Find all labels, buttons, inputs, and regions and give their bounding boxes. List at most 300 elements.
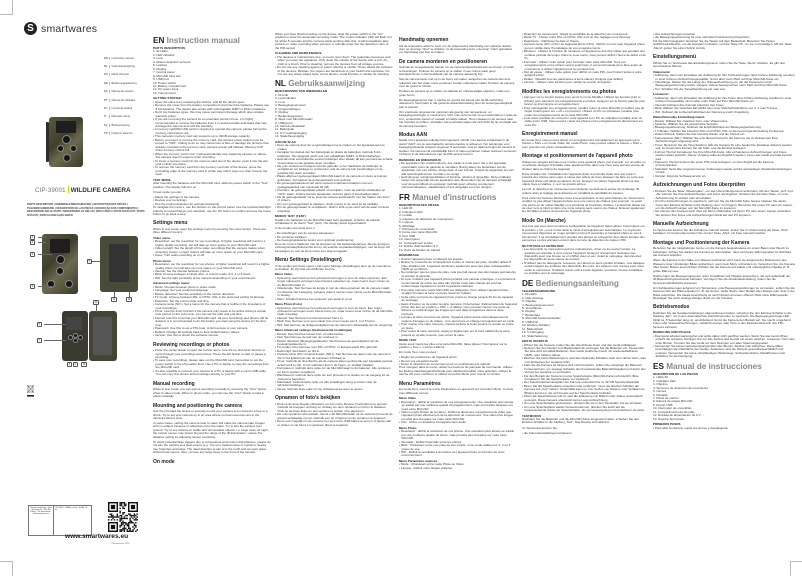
bullet-item: • ISO: Definiert die Lichtempfindlichkeit der Kamera je nach Umgebung.: [653, 111, 795, 114]
bullet-item: • Bevor Sie die Speicherkarte einsetzen oder entfernen, muss der Ein/Aus-Schalter der Kamera auf „Aus" stehen. Andernfalls kann es zum Verlust von Dateien oder Schäden an Bildern kommen, die sich bereits auf der Speicherkarte befinden.: [522, 385, 646, 395]
bullet-item: • Version: Use this to check the software version.: [153, 334, 271, 337]
parts-list-item: 13. Soporte del trípode: [653, 416, 684, 421]
parts-list-item: 3. Lens: [275, 99, 285, 104]
section-heading: Handmatig opnemen: [399, 37, 449, 43]
bullet-item: • De apparaten zijn onderhoudsvrij, dus maak ze nooit open. Als u het apparaat openmaakt, komt de garantie te vervallen. Reinig alleen de buitenkant van de apparaten met een zachte, droge doek of een borstel. Koppel de apparaten los van alle spanningsbronnen voordat u ze reinigt.: [399, 162, 517, 176]
bullet-item: • Resolution: set the resolution for you recordings. A higher resolution will result in a higher quality recording, but will take up more space on your MicroSD card.: [153, 240, 271, 247]
parts-list-item: 13. Statiefbevestiging: [275, 134, 305, 139]
language-code: DE: [522, 278, 534, 288]
bullet-item: • If you are not using the camera for an extended period of time, it is highly recommended to remove the batteries from it to avoid possible acid leaks that may damage the camera and void the warranty.: [153, 118, 271, 128]
paragraph: Probeer de camera op te stellen op stabiele en onbeweeglijke objecten, zoals een grote boom.: [399, 89, 510, 97]
paragraph: Um Fehlauslösungen aufgrund von Temperatur- oder Bewegungsstörungen zu vermeiden, sollten Sie die Kamera nicht auf Wärmequellen (z. B. die Sonne, heiße Steine oder Metall) oder Zweige oder Äste in der Nähe ausrichten. Die ideale Ausrichtung ist nach Norden an einem offenen Platz ohne Wärmequelle. Beseitigen Sie auch etwaige Zweige direkt vor der Kamera.: [653, 285, 795, 300]
bullet-item: • De geheugenkaartsleuf van deze camera ondersteunt kaarten met een opslagcapaciteit van maximaal 32 GB.: [275, 182, 393, 189]
bullet-item: • Do not use any cleaning agents or petrol, alcohol or similar. These attack the surfaces of the devices. Besides, the vapors are hazardous to your health and explosive. Do not use any sharp edged tools, screw drivers, metal brushes or similar for cleaning.: [275, 66, 393, 76]
camera-front-diagram: [42, 234, 78, 294]
language-code: NL: [275, 79, 286, 89]
bullet-item: • Date/heure : Définissez la date et l'heure.: [522, 40, 646, 43]
bullet-item: • Multi: Choose between a single shot, or a burst mode of 3, 4 or 5 shots.: [153, 273, 271, 276]
section-heading: Modus AAN: [399, 131, 428, 138]
language-label: Bruksanvisning: [111, 123, 130, 127]
parts-list-item: 3. Lens: [153, 56, 163, 61]
bullet-item: • Verwenden Sie keine Carbonreinigungsmittel oder Benzin, Alkohol oder ähnliches. Diese Mittel beschädigen die Oberfläche der Geräte. Außerdem sind die Dämpfe gesundheitsschädlich und explosiv. Verwenden Sie keine scharfkantigen Werkzeuge, Schraubendreher, Metallbürsten oder ähnliches für die Reinigung.: [653, 345, 795, 359]
callout-5: 5: [88, 260, 90, 263]
column-fr-de: [522, 33, 646, 568]
bullet-item: • Interval: Stel hiermee het interval tussen foto's in.: [275, 317, 393, 320]
weee-bin-icon: [27, 384, 34, 397]
parts-list-item: 11. Compartimento de las pilas: [653, 409, 695, 414]
bullet-item: • Formater : Utilisez cette option pour formater votre carte MicroSD. Tous vos enregistrements et les photos seront supprimés. Il est recommandé de le faire avant de commencer à utiliser l'appareil pour la première fois.: [522, 61, 646, 71]
callout-8: 8: [68, 363, 70, 366]
bullet-item: • Modus: Wählen Sie zwischen Foto- oder Videomodus.: [653, 120, 795, 123]
bullet-item: • De bewegingsdetectie testen voor optimale positionering: [275, 239, 393, 242]
language-list: [104, 54, 137, 138]
bullet-item: • Multi : Choisissez entre une prise de vue simple, ou le mode rafale pour 3, 4 ou 5 prises de vue.: [399, 444, 517, 451]
bullet-item: • Datum/tijd: Stel datum en tijd in.: [275, 350, 393, 353]
paragraph: Nadat u het apparaat volledig hebt ingesteld, schuift u de aan/uit-schakelaar in de stand "AAN" om de automatische opnamemodus te activeren. Het led-lampje voor bewegingsdetectie knippert ongeveer 5 seconden rood en daarna begint de camera te werken. De camera zal onmiddellijk foto's of video-opnamen maken wanneer personen of dieren in de detectiezone van de PIR-sensor komen.: [399, 138, 517, 157]
parts-list-item: 7. Panneau de commande: [399, 227, 435, 231]
brand-logo: [24, 22, 97, 35]
parts-list-item: 11. Compartiment à piles: [399, 240, 433, 245]
paragraph: Für die Menünavigation benutzen Sie die Tasten auf dem Bedienfeld. Benutzen Sie Tasten Auf/Ab/Links/Rechts, um die Auswahl zu ändern, und die Taste OK, um sie zu bestätigen. Mit der Taste „Menü" gehen Sie einen Schritt zurück.: [653, 38, 792, 50]
bullet-item: • TV-Modus: Wählen Sie zwischen PAL und NTSC. PAL ist die bevorzugte Einstellung für Europa.: [653, 130, 795, 133]
subheading: MODUS TEST (TEST): [275, 214, 306, 219]
section-heading: Settings menu: [153, 220, 188, 227]
parts-list-item: 5. Loquets: [399, 220, 414, 225]
bullet-item: • Auflösung: dient zum Einstellen der Auflösung für Ihre Fotos. Eine höhere Auflösung resultiert in einer höheren Fotoqualität, nimmt aber mehr Platz auf Ihrer MicroSD-Karte ein.: [653, 97, 795, 104]
paragraph: To avoid potential false triggers due to temperature and motion disturbances, please do not aim the camera at a heat source (e.g.: the sun, heated stone or metal) or nearby tree branches and twigs. The ideal direction to aim at is the north and an open place without heat source. Also, remove any twigs close to the front of the camera.: [153, 439, 271, 455]
bullet-item: • Als u de camera een langere tijd niet gebruikt, is het raadzaam de batterijen te verwijderen om lekkage te voorkomen, wat de camera kan beschadigen en de garantie kan doen vervallen.: [275, 165, 393, 175]
parts-list-item: 7. Bedieningspaneel: [275, 113, 303, 118]
bullet-item: • Multi: Kies hiermee voor een enkele foto of een reeks van 3, 4 of 5 foto's.: [275, 320, 393, 323]
section-heading: Menu Settings (Instellingen): [275, 257, 342, 264]
bullet-item: • Timer: Use the timer function if the camera only needs to be active during a certain time period. In the sub menu, you can set the start and end time.: [153, 310, 271, 317]
bullet-item: • Format: Use this to format your MicroSD card. All your recordings and photos will be deleted. It is recommended to do this before you start using the device for the first time.: [153, 317, 271, 327]
parts-list-item: 1. IR LEDs: [153, 49, 168, 54]
language-section-title: [653, 362, 795, 371]
subheading: MODE TEST: [399, 338, 417, 343]
bullet-item: • Standaard: Gebruik deze optie om alle instellingen terug te zetten naar de fabrieksinstellingen.: [275, 381, 393, 388]
parts-list-item: 12. Entrée d'alimentation 6 V: [399, 244, 439, 249]
bullet-item: • Open de camera door de vergrendelingen los te maken en het apparaat open te maken.: [275, 144, 393, 151]
bullet-item: • To insert a memory card into the memory card slot of the device, push it into the slot until it clicks into place.: [153, 160, 271, 167]
bullet-item: • Lorsque la carte mémoire est pleine, l'appareil photo arrête automatiquement la capture d'images ou de vidéos ; il ne prend pas en charge l'enregistrement en cycle.: [399, 316, 517, 323]
bullet-item: • Ne mélangez pas les types de piles, cela pourrait causer des dommages permanents et annuler la garantie.: [399, 271, 517, 278]
camera-back-diagram: [100, 236, 138, 292]
paragraph: Use the provided the straps to securely mount your camera to for instance a tree or a shrub. Try to set your camera up in an area where no heat resources are in the camera's field of view.: [153, 409, 268, 420]
language-code: DE: [104, 82, 110, 85]
website-link[interactable]: www.smartwares.eu: [65, 533, 129, 540]
manual-title: Manual de instrucciones: [666, 361, 762, 371]
bullet-item: • TV-modus: Kies hiermee voor PAL of NTSC. In Europa wordt PAL gebruikt.: [275, 346, 393, 349]
bullet-item: • Mode : Choisissez entre mode Photo ou Vidéo.: [399, 463, 517, 466]
paragraph: Wenn die Kamera in der Nähe von Wasser positioniert wird, kann sie aufgrund der Reflexionen des Wassers unter Umständen Bilder aufnehmen, wenn kein Motiv vorhanden ist. Versuchen Sie, die Kamera über festem Boden auszurichten. Richten Sie die Kamera auf stabile und unbewegliche Objekte (z. B. große Bäume) aus.: [653, 258, 795, 273]
parts-list-item: 12. Entrada de alimentación de 6 V: [653, 413, 701, 418]
parts-list-item: 11. Batteriefach: [522, 326, 544, 331]
bullet-item: • Don't mix batteries types, this may cause permanent damage which also violates warranty policy.: [153, 111, 271, 118]
language-item-it: [104, 113, 137, 121]
bullet-item: • This camera's memory card slot supports up to 32GB storage capacity.: [153, 135, 271, 138]
logo-wordmark: smartwares: [41, 22, 98, 35]
language-section-title: [275, 79, 393, 88]
subheading: Advanced settings menu:: [153, 281, 191, 286]
bullet-item: • To remove the memory card from the memory card slot of the device, press the protruding edge of the memory card in a little way until it pops out, then remove the card.: [153, 166, 271, 176]
paragraph: When in test mode, you can start a recording manually by pressing the "shot" button when in video mode. When in photo mode, you can use the "shot" button to take a photo manually.: [153, 387, 267, 399]
subheading: DÉMARRAGE: [399, 253, 419, 258]
paragraph: En mode Test, vous pouvez lancer un enregistrement manuellement en appuyant sur le bouton « Shot » en mode Vidéo. En mode Photo, vous pouvez utiliser le bouton « Shot » pour prendre une photo manuellement.: [522, 137, 642, 149]
paragraph: Nadat u de batterijen en de MicroSD-kaart hebt geplaatst, schuift u de aan/uit-schakelaar in de stand "Test" (test). Het display wordt ingeschakeld.: [275, 217, 381, 226]
paragraph: Nachdem Sie die Batterien und die MicroSD-Karte eingesetzt haben, schieben Sie den Ein/Aus-Schalter in die Stellung „Test". Das Display wird aktiviert.: [522, 417, 640, 425]
bullet-item: • Version : Utilisez cette fonction pour vérifier la version du logiciel.: [522, 81, 646, 84]
language-item-nl: [104, 62, 137, 70]
paragraph: Als de testmodus actief is, kunt u in de videomodus handmatig een opname starten door op de knop "shot" te drukken. In de fotomodus kunt u de knop "shot" gebruiken om handmatig een foto te maken.: [399, 43, 513, 55]
parts-list-item: 2. Led-indicator: [275, 96, 297, 101]
bullet-item: • die Bewegungserkennung für eine optimale Positionierung überprüfen: [653, 36, 795, 39]
parts-list-item: 8. MicroSD card slot: [153, 73, 181, 78]
callout-7: 7: [38, 339, 40, 342]
paragraph: Une fois que vous avez terminé la configuration de l'appareil, faites glisser l'interrupteur sur la position « On » pour entrer dans le mode d'enregistrement automatique. Le voyant de mouvement clignotera en rouge pendant environ 5 secondes et l'appareil photo se met à fonctionner. Il va immédiatement prendre des photos ou enregistrer des vidéos lorsque des personnes ou des animaux entrent dans la zone de détection du capteur PIR.: [522, 224, 645, 243]
parts-list-item: 4. Bewegungssensoren: [522, 302, 554, 307]
subheading: Weiterführendes Einstellungsmenü:: [653, 115, 706, 120]
callout-12: 12: [127, 298, 131, 301]
bullet-item: • Um eine Speicherkarte einzusetzen, drücken Sie sie in den Steckplatz, bis sie einrastet.: [522, 402, 646, 405]
bullet-item: • Mot de passe : Utilisez cette option pour définir un code PIN, pour limiter l'accès à votre appareil photo.: [522, 71, 646, 78]
bullet-item: • ISO: Set the light sensitivity of the camera depending on your environment.: [153, 277, 271, 280]
parts-list-item: 4. Capteurs de détection de mouvement: [399, 216, 454, 221]
callout-3: 3: [31, 253, 33, 256]
bullet-item: • De opnamen bekijken: [275, 236, 393, 239]
bullet-item: • Timer: Gebruik de timerfunctie als de camera alleen gedurende een bepaalde periode actief hoeft te zijn. In het submenu kunt u de begin- en eindtijd instellen.: [275, 360, 393, 367]
cover-panel: [0, 0, 150, 575]
column-en: [153, 33, 271, 568]
paragraph: Pour naviguer dans le menu, utiliser les boutons du panneau de commande. Utilisez les flèches haut/bas/gauche/droite pour déplacer/modifier votre sélection, utilisez la touche OK pour confirmer et utilisez la touche Menu pour revenir en arrière.: [399, 365, 513, 377]
bullet-item: • Résolution : définit la résolution de vos photos. Une résolution plus élevée se traduit par une meilleure qualité de photo, mais prendra plus d'espace sur votre carte MicroSD.: [399, 430, 517, 440]
bullet-item: • Als u de opnamen wilt opslaan, neemt u de MicroSD-kaart uit de camera (zet eerst de aan/uit-schakelaar op uit). Gebruik een pc of laptop om de opnamen te kopiëren.: [275, 413, 393, 420]
paragraph: Nachts kann der Bewegungssensor unter Umständen auf Objekte ansprechen, die sich außerhalb der IR-Beleuchtungsreichweite befinden. Verringern Sie die Abstandseinstellung, indem Sie die Sensorempfindlichkeit anpassen.: [653, 273, 791, 285]
section-heading: On mode: [153, 458, 175, 465]
subheading: TEILEBESCHREIBUNG: [522, 288, 556, 293]
column-en-nl: [275, 33, 393, 568]
language-label: Manual de usuario: [111, 90, 134, 94]
language-item-sv: [104, 121, 137, 129]
paragraph: Door de menu's bladeren met de knoppen op het bedieningspaneel. Met de knoppen omhoog/omlaag/links/rechts kunt u uw selectie verplaatsen/wijzigen, met de knop OK bevestigen en met de knop menu een stap teruggaan.: [275, 241, 390, 253]
bullet-item: • Multi: Wählen Sie zwischen Einzelbild oder einer Mehrfachaufnahme von 3, 4 oder 5 Fotos.: [653, 107, 795, 110]
bullet-item: • die Kameraeinstellungen anpassen: [522, 432, 646, 435]
bullet-item: • Détection de mouvement : Règle la sensibilité de la détection de mouvement.: [522, 33, 646, 36]
paragraph: In de modus test (test) kunt u:: [275, 226, 316, 231]
language-section-title: [399, 193, 517, 202]
callout-10: 10: [82, 363, 86, 366]
callout-11: 11: [94, 301, 98, 304]
parts-list-item: 5. Vergrendelingen: [275, 106, 301, 111]
subheading: Menu Video:: [275, 272, 294, 277]
subheading: DESCRIPCIÓN DE LAS PIEZAS: [653, 371, 699, 376]
bullet-item: • Um eine Speicherkarte wieder herauszunehmen, drücken Sie leicht auf die herausstehende Kante der Speicherkarte, bis sie herausspringt und entnehmen sie dann.: [522, 406, 646, 413]
bullet-item: • To save your recordings, please take out the MicroSD card (remember to set the power switch in the off position first). Use a PC or laptop to copy the recordings from the MicroSD card.: [153, 359, 271, 369]
bullet-item: • Before you insert or remove the memory card, the camera power switch must be turned to "OFF". Failing to do so may cause loss of files or damage the pictures that already recorded in the memory card, camera screen will indicate "Memory Full" when memory card is full.: [153, 139, 271, 153]
bullet-item: • Pour sauvegarder vos enregistrements, veuillez retirer la carte MicroSD (n'oubliez pas de régler l'interrupteur sur « off » en premier). Utilisez un PC ou ordinateur portable pour copier les enregistrements de la carte MicroSD.: [522, 107, 646, 117]
bullet-item: • Press the replay button to open the review menu. Use the up and down buttons to cycle through your recordings and photos. Press the left button to start or pause a recording.: [153, 349, 271, 359]
bullet-item: • Revoir vos enregistrements: [399, 360, 517, 363]
section-heading: Modifiez les enregistrements ou photos: [522, 88, 617, 95]
bullet-item: • ISO : Définit la sensibilité à la lumière de l'appareil photo en fonction de votre environnement.: [399, 451, 517, 458]
bullet-item: • Falls Sie die Kamera für längere Zeit nicht benutzen, sollten Sie unbedingt die Batterien herausnehmen, um etwaige Schäden durch auslaufende Batterieflüssigkeit und damit den Verlust der Garantie zu vermeiden.: [522, 364, 646, 374]
section-heading: Opnamen of foto's bekijken: [275, 395, 341, 402]
bullet-item: • Öffnen Sie die Kamera, indem Sie die Verschlüsse lösen und das Gerät aufklappen.: [522, 344, 646, 347]
bullet-item: • When the memory card is full, it will automatically stop capturing pictures or videos, this camera doesn't support cyclic recording.: [153, 153, 271, 160]
language-section-title: [522, 279, 646, 288]
product-info: CIP-39001 · Wildlife camera · 8x AA · 6V DC: [55, 507, 88, 511]
subheading: BESCHRIJVING VAN ONDERDELEN: [275, 89, 328, 94]
language-code: IT: [104, 115, 110, 118]
parts-list-item: 5. Verschlüsse: [522, 305, 542, 310]
callout-2: 2: [31, 241, 33, 244]
bullet-item: • Remove the cover from the battery compartment and insert the batteries. Please use 8 AA batteries. The device also works with rechargeable NiMH or lithium batteries.: [153, 104, 271, 111]
bullet-item: • Il est aussi possible de connecter votre appareil à un PC ou ordinateur portable avec un câble micro USB. Vous pouvez copier les photos et les enregistrements directement sur votre PC.: [522, 117, 646, 127]
language-code: FR: [104, 73, 110, 76]
bullet-item: • Passwort: Hiermit können Sie einen PIN-Code festlegen, um den Zugriff auf die Kamera einzuschränken.: [653, 161, 795, 168]
bullet-item: • Password: Use this to set a PIN code, to limit access to your camera.: [153, 327, 271, 330]
bullet-item: • Sie können Ihre Kamera auch über ein Micro USB-Kabel mit Ihrem PC oder einem Laptop verbinden. Sie können Ihre Fotos und Aufzeichnungen direkt auf den PC kopieren.: [653, 210, 795, 217]
section-heading: Montage et positionnement de l'appareil photo: [522, 153, 633, 160]
bullet-item: • Wachtwoord: Gebruik deze optie om een pincode in te stellen om de toegang tot de camera te beperken.: [275, 374, 393, 381]
bullet-item: • Régler les paramètres de l'appareil photo: [399, 356, 517, 359]
parts-list-item: 6. Pantalla: [653, 392, 668, 397]
language-code: EN: [104, 57, 110, 60]
bullet-item: • Videolänge: Stellen Sie die Länge der Videoaufzeichnung ein, die die Kamera bei einer Bewegungserkennung macht. Längere Videos beanspruchen mehr Platz auf Ihrer MicroSD-Karte.: [653, 81, 795, 88]
parts-list-item: 3. Objektiv: [522, 299, 537, 304]
camera-front-illustration: [49, 117, 83, 167]
bullet-item: • Nehmen Sie den Deckel vom Batteriefach ab und legen Sie die Batterien ein. Verwenden Sie bitte acht AA-Alkali-Batterien. Das Gerät funktioniert auch mit wiederaufladbaren NiMH- oder Lithium-Akkus.: [522, 347, 646, 357]
language-label: Instrukcja obsługi: [111, 107, 133, 111]
bullet-item: • Bewegungserkennung: Definiert die Empfindlichkeit der Bewegungserkennung.: [653, 126, 795, 129]
parts-list-item: 2. LED-Anzeige: [522, 295, 544, 300]
column-nl-fr: [399, 33, 517, 568]
parts-description-heading: PARTS DESCRIPTION | ONDERDELENBESCHRIJVING | DESCRIPTION DES PIÈCES | TEILEBESCHREIBUNG | DESCRIPCIÓN DE LAS PIEZAS | DESCRIÇÃO DOS COMPONENTES | DESCRIZIONE DELLE PARTI | BESKRIVNING AV DELAR | OPIS CZĘŚCI / POPIS SOUČÁSTÍ / POPIS SÚČASTÍ | PARÇALARIN AÇIKLAMASI: [27, 203, 145, 217]
parts-list-item: 13. Point de fixation du trépied: [399, 247, 441, 252]
subheading: Menu Photo (Foto): [275, 302, 302, 307]
bullet-item: • Format: Hiermit formatieren Sie Ihre MicroSD-Karte. Alle vorhandenen Aufzeichnungen und Fotos werden dabei gelöscht. Dieser Vorgang sollte durchgeführt werden, bevor das Gerät erstmals benutzt wird.: [653, 151, 795, 161]
parts-list-item: 1. IR-leds: [275, 92, 289, 97]
bullet-item: • Resolution: set the resolution for you photos. A higher resolution will result in a higher quality photo, but will take up more space on your MicroSD card.: [153, 263, 271, 270]
paragraph: La nuit, le détecteur de mouvement peut détecter au-delà de la portée de l'éclairage IR, réduire alors le réglage de la distance en modifiant la sensibilité du capteur.: [522, 187, 640, 195]
bullet-item: • Test the motion detection for optimal positioning: [153, 203, 271, 206]
paragraph: After inserting the batteries and the MicroSD card, slide the power switch to the "Test" position. The display will turn on.: [153, 181, 269, 189]
language-label: Gebruiksaanwijzing: [111, 65, 135, 69]
bullet-item: • Plaats altijd een geheugenkaart (MicroSD-kaart) in de camera om deze te kunnen gebruiken. Formatteer de geheugenkaart voor gebruik.: [275, 175, 393, 182]
manufacturer-info-box: [28, 505, 92, 536]
parts-list-item: 6. Display: [275, 110, 289, 115]
bullet-item: • Standard: Setzt alle vorgenommenen Änderungen wieder auf die werkseitigen Standardeinstellungen zurück.: [653, 168, 795, 175]
paragraph: De bewegingssensor kan 's nachts tot voorbij het bereik van de IR-verlichting detecteren. Verminder in dat geval de afstandsinstelling door de sensorgevoeligheid aan te passen.: [399, 97, 513, 109]
bullet-item: • Druk op de knop Replay (Afspelen) om het menu Review (Controleren) te openen. Gebruik de knoppen omhoog en omlaag om door opnamen en foto's te bladeren. Druk op de knop links om een opname te starten of te pauzeren.: [275, 403, 393, 413]
language-code: TR: [104, 132, 110, 135]
parts-list-item: 7. Control panel: [153, 70, 175, 75]
paragraph: Im Testmodus können Sie:: [522, 425, 558, 430]
bullet-item: • Videolengte: Stel hiermee de lengte in van de video-opnamen die de camera maakt na detectie van beweging. Langere video's nemen meer ruimte op de MicroSD-kaart in beslag.: [275, 287, 393, 297]
bullet-item: • Camera name (NO.) (Cameranaam (NR.)): Stel hiermee de naam voor de camera in die in het tijdstempel van de opnamen zichtbaar is.: [275, 353, 393, 360]
parts-list-item: 10. Aan/uit-schakelaar: [275, 123, 306, 128]
product-title: [35, 186, 131, 194]
bullet-item: • Cette carte mémoire de l'appareil photo prend en charge jusqu'à 32 Go de capacité de stockage.: [399, 296, 517, 303]
language-label: Kullanım kılavuzu: [111, 132, 133, 136]
paragraph: Benutzen Sie die mitgelieferten Gurte, um die Kamera beispielsweise an einem Baum oder Busch zu befestigen. Achten Sie darauf, die Kamera so aufzustellen, dass sich keine Wärmequellen im Sichtfeld der Kamera befinden.: [653, 246, 791, 258]
parts-list-item: 9. USB-Port: [522, 319, 539, 324]
bullet-item: • Les dispositifs ne nécessitent aucune maintenance. Ainsi, ne les ouvrez jamais. La garantie est annulée si vous ouvrez l'appareil. Nettoyez uniquement l'extérieur des dispositifs avec une brosse ou un chiffon doux et sec. Avant le nettoyage, déconnectez les dispositifs de toute source de tension.: [522, 248, 646, 262]
bullet-item: • Intervall: Definiert das Intervall zwischen den Fotos.: [653, 104, 795, 107]
paragraph: Nachdem Sie die Geräteeinstellungen abgeschlossen haben, schieben Sie den Ein/Aus-Schalter in die Stellung „Ein", um in den automatischen Aufnahmemodus zu wechseln. Die Bewegungsanzeige-LED blinkt ca. 5 Sekunden lang rot, anschließend nimmt die Kamera den Betrieb auf. Sie macht umgehend Fotos oder Videoaufzeichnungen, sobald Personen oder Tiere in den Detektionsbereich des PIR-Sensors eintreten.: [653, 310, 792, 329]
qr-code[interactable]: [108, 502, 138, 532]
parts-list-item: 3. Objetivo: [653, 382, 668, 387]
bullet-item: • Appuyez sur le bouton lecture pour ouvrir le menu Modifier. Utilisez les boutons [Up] et [Down] pour parcourir vos enregistrements et photos. Appuyez sur le bouton gauche pour lancer ou interrompre un enregistrement.: [522, 96, 646, 106]
bullet-item: • TV mode: Choose between PAL or NTSC. PAL is the preferred setting for Europe.: [153, 296, 271, 299]
section-heading: Enregistrement manuel: [522, 131, 578, 138]
language-label: Manual do utilizador: [111, 98, 136, 102]
section-heading: Reviewing recordings or photos: [153, 341, 230, 348]
parts-list-item: 13. Tripod mount: [153, 90, 176, 95]
bullet-item: • Une carte mémoire (carte MicroSD) est obligatoire. Pour utiliser l'appareil photo, veuillez formater la carte mémoire avant de l'utiliser.: [399, 289, 517, 296]
subheading: AAN DE SLAG: [275, 139, 296, 144]
language-code: FR: [399, 192, 410, 202]
paragraph: When you have finished setting up the device, slide the power switch to the "On" position to enter the automatic recording mode. The motion indicator LED will flash red for about 5 seconds and the camera starts working after that. It will immediately take pictures or video recording when persons or animals enter into the detection zone of the PIR sensor.: [275, 33, 392, 50]
bullet-item: • Ton: Schalten Sie die Tonaufzeichnung ein oder aus.: [653, 88, 795, 91]
parts-list-item: 12. 6V power input: [153, 87, 179, 92]
bullet-item: • Adjust the settings of the camera: [153, 196, 271, 199]
bullet-item: • ISO: Stel hiermee de lichtgevoeligheid van de camera in afhankelijk van de omgeving.: [275, 324, 393, 327]
subheading: NETTOYAGE ET ENTRETIEN: [522, 243, 564, 248]
bullet-item: • Taal: Stel hiermee de taal van uw voorkeur in.: [275, 336, 393, 339]
parts-list-item: 7. Panel de control: [653, 395, 679, 400]
parts-list-item: 2. Indicateur LED: [399, 209, 423, 214]
subheading: ERSTE SCHRITTE: [522, 339, 549, 344]
callout-4: 4: [31, 285, 33, 288]
product-name: WILDLIFE CAMERA: [70, 187, 131, 194]
parts-list-item: 8. Ranura de tarjeta MicroSD: [653, 399, 693, 404]
manual-title: Instruction manual: [166, 36, 240, 45]
language-code: PT: [104, 99, 110, 102]
parts-list-item: 7. Bedienfeld: [522, 312, 540, 317]
parts-list-item: 8. Fente pour carte MicroSD: [399, 230, 438, 235]
column-de-es: [653, 33, 795, 568]
parts-list-item: 5. Latches: [153, 63, 168, 68]
bullet-item: • Mode TV : Choisir entre PAL ou NTSC. PAL est l'un des réglages pour l'Europe.: [522, 36, 646, 39]
parts-list-item: 8. MicroSD-Kartensteckplatz: [522, 316, 561, 321]
parts-list-item: 2. Indicador LED: [653, 378, 676, 383]
bullet-item: • Interval: Set the interval between photos.: [153, 270, 271, 273]
language-label: Mode d'emploi: [111, 73, 129, 77]
parts-list-item: 4. Motion detection sensors: [153, 59, 191, 64]
camera-door-diagram: [89, 311, 117, 361]
section-heading: Montage und Positionierung der Kamera: [653, 239, 750, 246]
parts-list-item: 9. Puerto USB: [653, 402, 673, 407]
bullet-item: • Langue : Définir votre langue préférée.: [399, 467, 517, 470]
bullet-item: • Auflösung: dient zum Einstellen der Auflösung für Ihre Aufzeichnungen. Eine höhere Auflösung resultiert in einer höheren Aufzeichnungsqualität, nimmt aber mehr Platz auf Ihrer MicroSD-Karte ein.: [653, 74, 795, 81]
bullet-item: • Retirez le couvercle du compartiment à piles et insérez les piles. Veuillez utiliser 8 piles alcalines AA. L'appareil fonctionne également avec des piles rechargeables NiMH ou au lithium.: [399, 261, 517, 271]
bullet-item: • Stem: Schakel hiermee het opnemen van audio in of uit.: [275, 298, 393, 301]
parts-list-item: 1. LED IR: [399, 206, 413, 211]
parts-list-item: 4. Sensores de detección de movimiento: [653, 385, 709, 390]
bullet-item: • Default: Change all settings back to their default factory values.: [153, 331, 271, 334]
paragraph: Im Testmodus können Sie die Aufnahme manuell starten, indem Sie im Videomodus die Taste „Shot" betätigen. Im Fotomodus können Sie mit der Taste „Shot" ein Foto manuell machen.: [653, 227, 789, 236]
section-heading: Aufzeichnungen und Fotos überprüfen: [653, 182, 746, 189]
manual-title: Manuel d'instructions: [412, 192, 497, 202]
parts-list-item: 11. Batterijvak: [275, 127, 295, 132]
manufacturer-address: Smartwares Europe · Jules Verneweg 87 · 5015 BH Tilburg · The Netherlands · www.smartwares.eu: [29, 506, 54, 535]
bullet-item: • Voice: Turn audio recording on or off.: [153, 254, 271, 257]
parts-list-item: 11. Battery compartment: [153, 83, 187, 88]
section-heading: Mounting and positioning the camera: [153, 402, 242, 409]
bullet-item: • Défaut : Rétablit tous les paramètres à leurs valeurs d'origine (par défaut).: [522, 78, 646, 81]
parts-list-item: 6. Display: [153, 66, 167, 71]
subheading: PRIMEROS PASOS: [653, 422, 681, 427]
language-section-title: [153, 36, 271, 45]
bullet-item: • Intervalle : Définit l'intervalle entre les photos.: [399, 441, 517, 444]
bullet-item: • Si vous n'utilisez pas l'appareil photo pendant une période prolongée, il est fortement recommandé de retirer les piles afin d'éviter toute fuite d'acide qui pourrait endommager l'appareil et rendre la garantie caduque.: [399, 278, 517, 288]
subheading: Photo menu: [153, 258, 171, 263]
bullet-item: • Om de geheugenkaart te verwijderen, drukt u licht op de rand van de kaart tot deze uitspringt.: [275, 206, 393, 213]
paragraph: To navigate the menu's, use the buttons on the control panel. Use the up/down/left/right buttons to move/change your selection, use the OK button to confirm and use the menu button to go back a step.: [153, 205, 271, 217]
bullet-item: • Résolution : définit la résolution de vos enregistrements. Une résolution plus élevée se traduit par une meilleure qualité d'enregistrement, mais prend plus d'espace sur votre carte MicroSD.: [399, 401, 517, 411]
bullet-item: • A memory card(MicroSD card) is required to operate the camera, please format the memory card before use.: [153, 128, 271, 135]
language-code: ES: [104, 90, 110, 93]
language-label: Manuale utente: [111, 115, 131, 119]
language-label: Bedienungsanleitung: [111, 81, 137, 85]
subheading: TEST MODE: [153, 177, 171, 182]
parts-list-item: 3. Lentille: [399, 213, 413, 218]
paragraph: In de modus test (test) opent u het menu Settings (Instellingen) door op de menuknop te drukken. Er zijn drie verschillende menu's:: [275, 263, 391, 271]
bullet-item: • Mode: Choose between photo or video mode.: [153, 286, 271, 289]
language-code: NL: [104, 65, 110, 68]
bullet-item: • Video Length (Durée de la vidéo) : Définit la durée des enregistrements vidéo que l'appareil photo effectue lors de la détection de mouvement. Une vidéo plus longue prendra plus d'espace sur votre carte MicroSD.: [399, 411, 517, 421]
callout-13: 13: [112, 298, 116, 301]
bullet-item: • Pour insérer une carte mémoire, insérez-la dans la fente jusqu'à ce qu'elle se mette en place.: [399, 323, 517, 330]
paragraph: Stel de camera liever niet op in de buurt van water, aangezien de camera dan door reflecties van het water soms opnamen zonder onderwerp maakt. Probeer de camera over de grond te richten.: [399, 77, 515, 89]
bullet-item: • Timer: Benutzen Sie die Timerfunktion, falls die Kamera für eine bestimmte Zeitdauer aktiviert werden soll. Im Untermenü können Sie die Start- und die Endzeit festlegen.: [653, 144, 795, 151]
section-heading: Mode On (Marche): [522, 217, 566, 224]
bullet-item: • Video Length: Set the length of the video recordings that the camera makes when detecting motion. Longer video's will take up more space on your MicroSD card.: [153, 247, 271, 254]
subheading: DESCRIPTION DES PIÈCES: [399, 202, 439, 207]
paragraph: Om eventuele ongewenste opnamen als gevolg van temperatuur- en bewegingsstoringen te voorkomen, richt u de camera niet op een warmtebron (zoals de zon, verwarmde stenen of metaal) of nabije takken. Het is ideaal om de camera naar het noorden te richten. Verwijder ook eventuele takjes die zich dicht bij de voorzijde van de camera bevinden.: [399, 109, 517, 128]
bullet-item: • Gebruik geen reinigingsmiddelen of benzine, alcohol of dergelijke. Deze middelen tasten het oppervlak van de apparaten aan. Bovendien zijn de dampen schadelijk voor de gezondheid en explosief. Gebruik geen scherpe voorwerpen, schroevendraaiers, staalborstels of iets dergelijks voor het reinigen.: [399, 176, 517, 190]
bullet-item: • Kameraname (NR.): Wählen Sie eine Bezeichnung für die Kamera, die im Zeitstempel Ihrer Aufzeichnungen angezeigt wird.: [653, 137, 795, 144]
section-heading: Menu Paramètres: [399, 380, 441, 387]
subheading: Menu Vidéo: [399, 396, 417, 401]
language-item-pl: [104, 104, 137, 112]
language-item-de: [104, 79, 137, 87]
bullet-item: • Datum/Uhrzeit: Stellen Sie das korrekte Datum und die Uhrzeit ein.: [653, 133, 795, 136]
bullet-item: • Oplossing: stelt hiermee het oplossend vermogen in voor de foto's. Een hoger oplossend vermogen levert betere foto's op, maar neemt meer ruimte op de MicroSD-kaart in beslag.: [275, 307, 393, 317]
bullet-item: • Verwijder het deksel van het batterijvak en plaats de batterijen. Gebruik 8 AA-batterijen. Het apparaat werkt ook met oplaadbare NiMH- of lithiumbatterijen.: [275, 151, 393, 158]
bullet-item: • It's also possible to connect your camera to a PC or laptop with a micro USB cable. You can copy the photos and recordings directly to your PC.: [153, 370, 271, 377]
language-code: PL: [104, 107, 110, 110]
bullet-item: • Het is ook mogelijk om de camera met een micro-USB-kabel op een pc of laptop aan te sluiten en de foto's en opnamen direct te kopiëren.: [275, 420, 393, 427]
language-item-es: [104, 88, 137, 96]
bullet-item: • Sprache: Wählen Sie die gewünschte Sprache.: [653, 123, 795, 126]
copyright: © Smartwares 2018: [110, 543, 130, 545]
bullet-item: • Wenn die Speicherkarte voll ist, wird die Erfassung von Bildern oder Videos automatisch gestoppt. Diese Kamera unterstützt keine Loop-Aufzeichnung.: [522, 395, 646, 402]
parts-list-item: 9. Port USB: [399, 233, 416, 238]
paragraph: En mode Test, ouvrez le menu Paramètres en appuyant sur le bouton Menu. Il existe trois différents menus :: [399, 387, 514, 395]
paragraph: Gebruik de meegeleverde riemen om de camera bijvoorbeeld aan een boom of struik te bevestigen. Probeer de camera op te stellen in een ruimte waar geen warmtebronnen in het beeldveld van de camera aanwezig zijn.: [399, 65, 514, 77]
camera-strap: [46, 122, 49, 162]
parts-list-item: 6. Affichage: [399, 223, 415, 228]
bullet-item: • Avant d'insérer ou de retirer la carte mémoire, l'interrupteur d'alimentation de l'appareil photo doit être en position « OFF ». À défaut, vous pourriez causer une perte de fichiers ou endommager les images qui sont déjà enregistrées dans la carte mémoire.: [399, 303, 517, 317]
bullet-item: • Open the camera by releasing the latches, and lift the device open.: [153, 101, 271, 104]
bullet-item: • Language: Set your preferred language.: [153, 289, 271, 292]
bullet-item: • Pour retirer la carte mémoire, appuyez légèrement sur le bord saillant de la carte jusqu'à ce qu'elle ressorte, puis retirez la carte.: [399, 330, 517, 337]
bullet-item: • Review your recordings: [153, 199, 271, 202]
bullet-item: • De instellingen van de camera aanpassen: [275, 232, 393, 235]
language-code: EN: [153, 36, 165, 45]
